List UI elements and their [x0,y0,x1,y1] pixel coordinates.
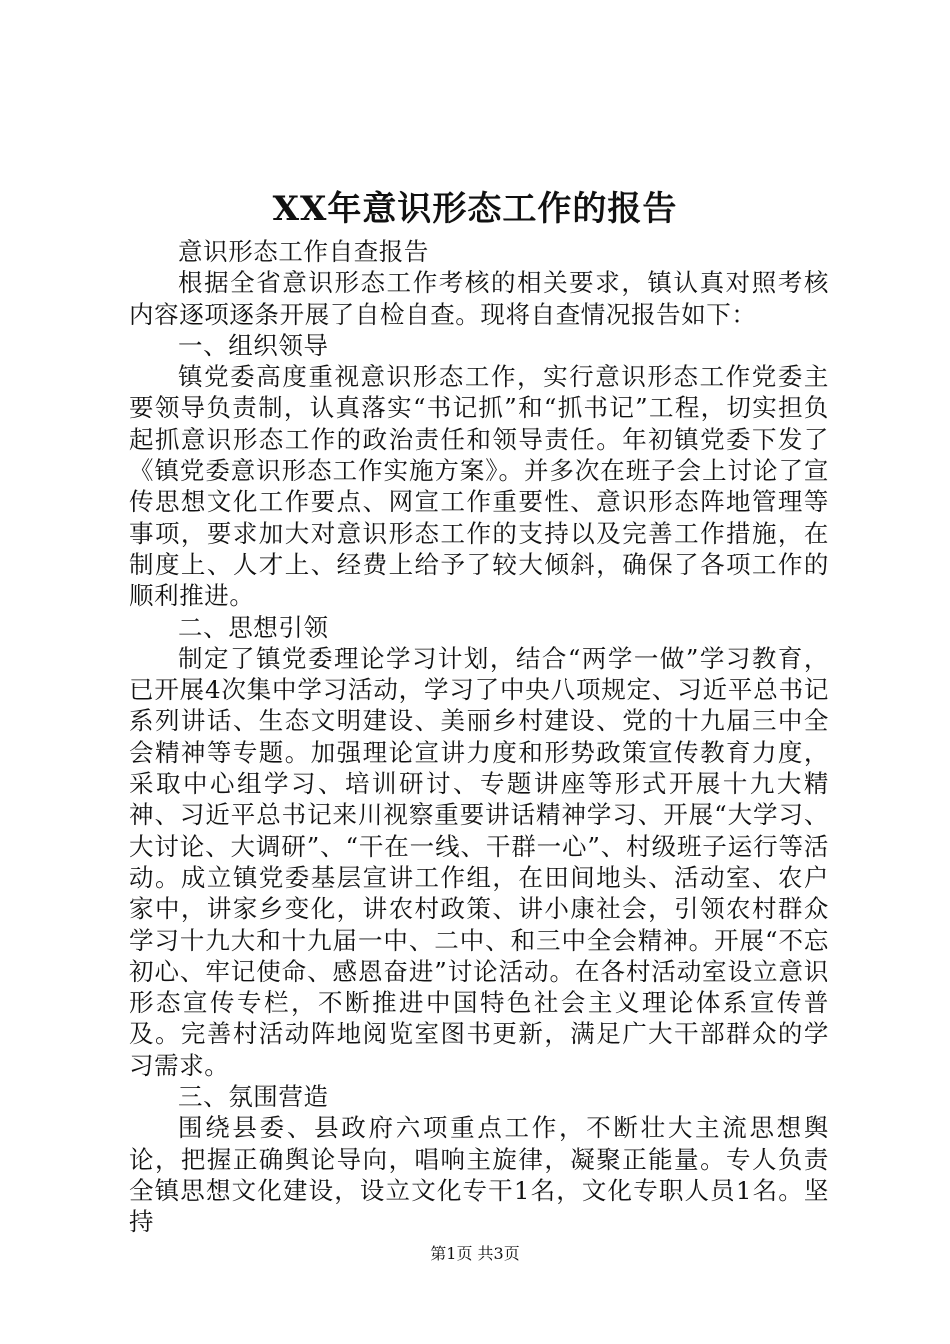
section-heading-organization: 一、组织领导 [178,330,329,360]
section-heading-ideology: 二、思想引领 [178,612,329,642]
document-subtitle: 意识形态工作自查报告 [178,237,429,266]
page-number: 第1页 共3页 [430,1244,520,1263]
section-body-atmosphere: 围绕县委、县政府六项重点工作，不断壮大主流思想舆论，把握正确舆论导向，唱响主旋律，凝聚正能量。专人负责全镇思想文化建设，设立文化专干1名，文化专职人员1名。坚持 [129,1113,829,1237]
section-body-organization: 镇党委高度重视意识形态工作，实行意识形态工作党委主要领导负责制，认真落实“书记抓”和“抓书记”工程，切实担负起抓意识形态工作的政治责任和领导责任。年初镇党委下发了《镇党委意识形态工作实施方案》。并多次在班子会上讨论了宣传思想文化工作要点、网宣工作重要性、意识形态阵地管理等事项，要求加大对意识形态工作的支持以及完善工作措施，在制度上、人才上、经费上给予了较大倾斜，确保了各项工作的顺利推进。 [129,362,829,611]
document-body [129,236,829,1238]
document-title: XX年意识形态工作的报告 [272,189,678,229]
section-heading-atmosphere: 三、氛围营造 [178,1082,329,1112]
intro-paragraph: 根据全省意识形态工作考核的相关要求，镇认真对照考核内容逐项逐条开展了自检自查。现将自查情况报告如下： [129,268,829,329]
section-body-ideology: 制定了镇党委理论学习计划，结合“两学一做”学习教育，已开展4次集中学习活动，学习了中央八项规定、习近平总书记系列讲话、生态文明建设、美丽乡村建设、党的十九届三中全会精神等专题。加强理论宣讲力度和形势政策宣传教育力度，采取中心组学习、培训研讨、专题讲座等形式开展十九大精神、习近平总书记来川视察重要讲话精神学习、开展“大学习、大讨论、大调研”、“干在一线、干群一心”、村级班子运行等活动。成立镇党委基层宣讲工作组，在田间地头、活动室、农户家中，讲家乡变化，讲农村政策、讲小康社会，引领农村群众学习十九大和十九届一中、二中、和三中全会精神。开展“不忘初心、牢记使命、感恩奋进”讨论活动。在各村活动室设立意识形态宣传专栏，不断推进中国特色社会主义理论体系宣传普及。完善村活动阵地阅览室图书更新，满足广大干部群众的学习需求。 [129,643,829,1080]
